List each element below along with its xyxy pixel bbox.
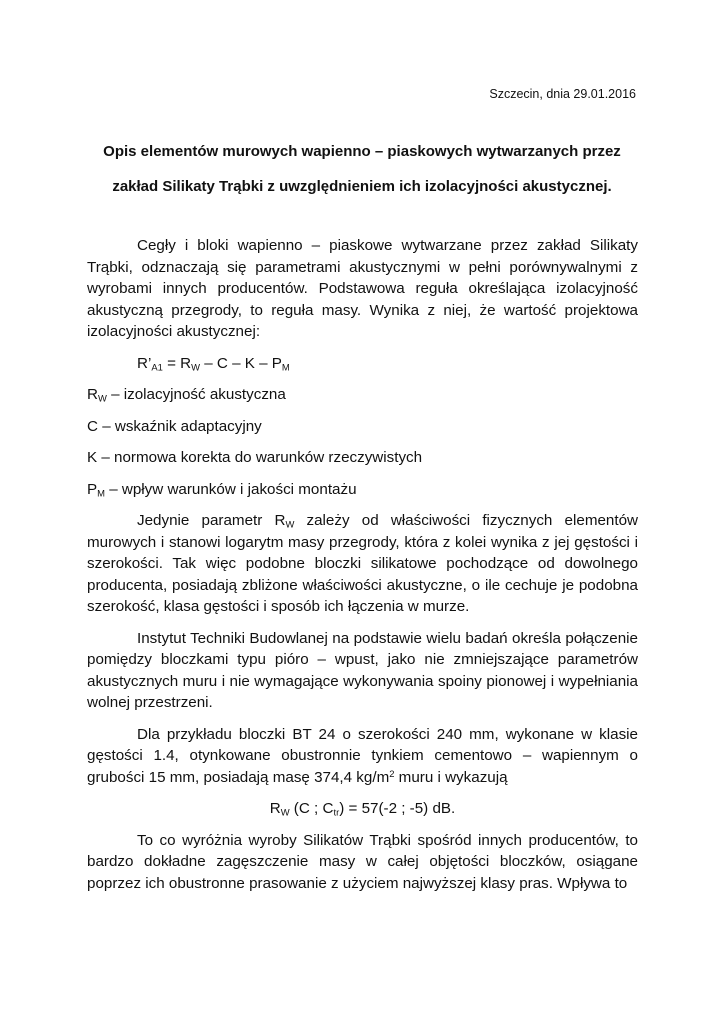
paragraph-itb: Instytut Techniki Budowlanej na podstawie wielu badań określa połączenie pomiędzy bloczkami typu pióro – wpust, jako nie zmniejszające parametrów akustycznych muru i nie wymagające wykonywania spoiny pionowej i wypełniania wolnej przestrzeni.: [87, 629, 638, 711]
definition-rw: [87, 384, 638, 406]
formula-mid: – C – K – P: [200, 354, 282, 372]
def-pm-text: – wpływ warunków i jakości montażu: [104, 480, 357, 498]
p2-sub: W: [285, 518, 295, 530]
definition-k: K – normowa korekta do warunków rzeczywistych: [87, 449, 423, 466]
title-line-2: zakład Silikaty Trąbki z uwzględnieniem ich izolacyjności akustycznej.: [112, 178, 612, 195]
formula-rw-sub: W: [191, 360, 201, 372]
result-r: R: [269, 800, 281, 817]
paragraph-distinction: To co wyróżnia wyroby Silikatów Trąbki spośród innych producentów, to bardzo dokładne zagęszczenie masy w całej objętości bloczków, osiągane poprzez ich obustronne prasowanie z użyciem najwyższej klasy pras. Wpływa to: [87, 831, 638, 892]
p2-after: zależy od właściwości fizycznych elementów murowych i stanowi logarytm masy przegrody, która z kolei wynika z jej gęstości i szerokości. Tak więc podobne bloczki silikatowe pochodzące od dowolnego producenta, posiadają zbliżone właściwości akustyczne, o ile cechuje je podobna szerokość, klasa gęstości i sposób ich łączenia w murze.: [87, 512, 638, 615]
document-title: [86, 134, 638, 204]
formula-eq: = R: [162, 354, 192, 372]
definition-pm: [87, 479, 638, 501]
title-line-1: Opis elementów murowych wapienno – piaskowych wytwarzanych przez: [103, 143, 621, 160]
def-rw-text: – izolacyjność akustyczna: [106, 386, 286, 403]
acoustic-formula: [137, 353, 638, 375]
document-date: Szczecin, dnia 29.01.2016: [489, 87, 636, 101]
paragraph-intro: Cegły i bloki wapienno – piaskowe wytwarzane przez zakład Silikaty Trąbki, odznaczają się parametrami akustycznymi w pełni porównywalnymi z wyrobami innych producentów. Podstawowa reguła określająca izolacyjność akustyczną przegrody, to reguła masy. Wynika z niej, że wartość projektowa izolacyjności akustycznej:: [87, 237, 638, 340]
result-formula: [87, 798, 638, 820]
p2-before: Jedynie parametr R: [137, 512, 286, 529]
formula-lhs-sub: A1: [151, 360, 163, 372]
p4-sup: 2: [389, 767, 395, 779]
p4-before: Dla przykładu bloczki BT 24 o szerokości 240 mm, wykonane w klasie gęstości 1.4, otynkowane obustronnie tynkiem cementowo – wapiennym o grubości 15 mm, posiadają masę 374,4 kg/m: [87, 725, 638, 786]
result-ctr-sub: tr: [333, 806, 340, 818]
document-body: [87, 235, 638, 904]
result-r-sub: W: [280, 806, 290, 818]
def-pm-sub: M: [97, 486, 105, 498]
paragraph-example: [87, 724, 638, 789]
p4-after: muru i wykazują: [394, 768, 508, 786]
formula-pm-sub: M: [281, 360, 290, 372]
result-mid: (C ; C: [289, 800, 334, 817]
def-rw-sub: W: [97, 392, 107, 404]
def-rw-symbol: R: [87, 386, 98, 403]
paragraph-rw-parameter: [87, 510, 638, 618]
result-end: ) = 57(-2 ; -5) dB.: [339, 800, 456, 817]
formula-lhs: R’: [137, 354, 152, 372]
def-pm-symbol: P: [87, 480, 98, 498]
definition-c: C – wskaźnik adaptacyjny: [87, 417, 262, 435]
